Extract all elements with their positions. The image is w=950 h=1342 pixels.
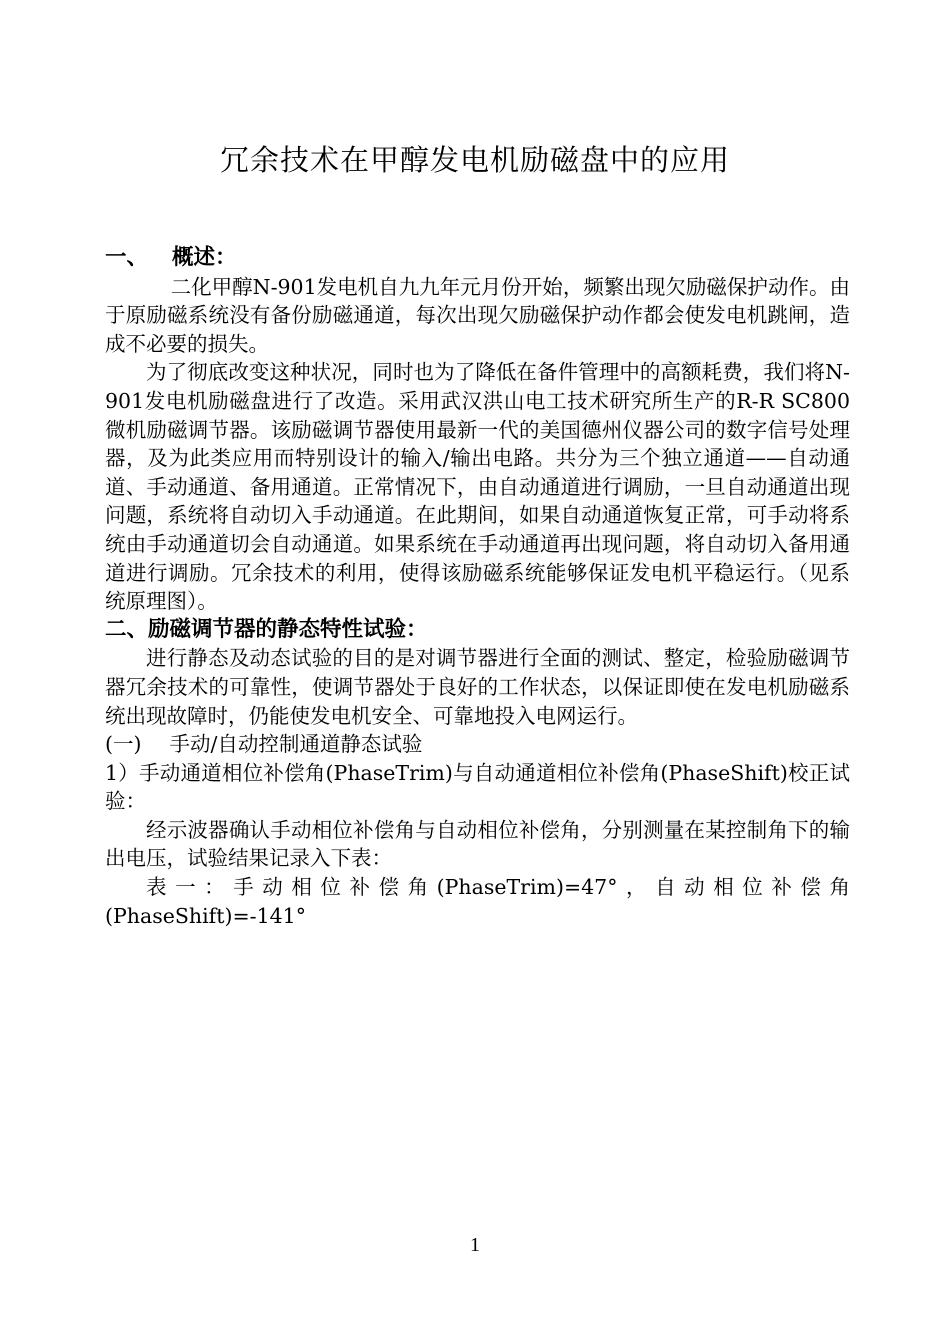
subsection-number: (一) [105,732,142,757]
section-number: 一、 [105,245,149,270]
list-item [105,759,850,816]
page-number: 1 [470,1234,480,1256]
paragraph: 进行静态及动态试验的目的是对调节器进行全面的测试、整定，检验励磁调节器冗余技术的可靠性，使调节器处于良好的工作状态，以保证即使在发电机励磁系统出现故障时，仍能使发电机安全、可靠地投入电网运行。 [105,646,850,728]
document-title: 冗余技术在甲醇发电机励磁盘中的应用 [219,143,730,177]
section-heading-static-test: 二、励磁调节器的静态特性试验： [105,616,428,642]
table-caption: 表一：手动相位补偿角(PhaseTrim)=47°，自动相位补偿角(PhaseShift)=-141° [105,875,850,928]
list-item-text: 手动通道相位补偿角(PhaseTrim)与自动通道相位补偿角(PhaseShift)校正试验： [105,760,851,814]
paragraph: 为了彻底改变这种状况，同时也为了降低在备件管理中的高额耗费，我们将N-901发电机励磁盘进行了改造。采用武汉洪山电工技术研究所生产的R-R SC800微机励磁调节器。该励磁调节器使用最新一代的美国德州仪器公司的数字信号处理器，及为此类应用而特别设计的输入/输出电路。共分为三个独立通道——自动通道、手动通道、备用通道。正常情况下，由自动通道进行调励，一旦自动通道出现问题，系统将自动切入手动通道。在此期间，如果自动通道恢复正常，可手动将系统由手动通道切会自动通道。如果系统在手动通道再出现问题，将自动切入备用通道进行调励。冗余技术的利用，使得该励磁系统能够保证发电机平稳运行。（见系统原理图）。 [105,360,850,614]
section-title: 概述： [172,245,237,270]
paragraph: 二化甲醇N-901发电机自九九年元月份开始，频繁出现欠励磁保护动作。由于原励磁系统没有备份励磁通道，每次出现欠励磁保护动作都会使发电机跳闸，造成不必要的损失。 [105,274,850,356]
subsection-heading [105,730,850,759]
section-heading-overview [105,244,850,273]
subsection-title: 手动/自动控制通道静态试验 [169,732,423,757]
paragraph: 经示波器确认手动相位补偿角与自动相位补偿角，分别测量在某控制角下的输出电压，试验结果记录入下表： [105,817,850,871]
document-body [105,244,850,930]
list-item-number: 1） [105,760,139,785]
